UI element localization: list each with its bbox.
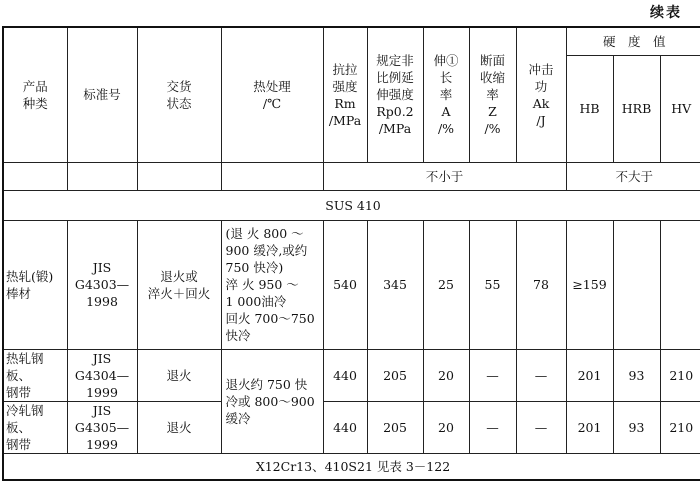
row2-hrb: 93 (613, 349, 660, 401)
footer-row: X12Cr13、410S21 见表 3－122 (3, 453, 700, 480)
row3-hv: 210 (660, 401, 700, 453)
row3-reduction: — (469, 401, 516, 453)
row2-hv: 210 (660, 349, 700, 401)
row1-impact: 78 (516, 220, 566, 349)
row2-elongation: 20 (423, 349, 469, 401)
header-hardness: 硬 度 值 (566, 27, 700, 55)
row2-reduction: — (469, 349, 516, 401)
header-hb: HB (566, 55, 613, 162)
header-yield: 规定非 比例延 伸强度 Rp0.2 /MPa (367, 27, 423, 162)
header-hv: HV (660, 55, 700, 162)
table-row (3, 401, 700, 453)
row1-product: 热轧(锻) 棒材 (3, 220, 67, 349)
table-row (3, 349, 700, 401)
table-row (3, 220, 700, 349)
header-heat-treatment: 热处理 /℃ (221, 27, 323, 162)
row1-hb: ≥159 (566, 220, 613, 349)
row3-hb: 201 (566, 401, 613, 453)
row3-product: 冷轧钢板、 钢带 (3, 401, 67, 453)
row1-reduction: 55 (469, 220, 516, 349)
row2-tensile: 440 (323, 349, 367, 401)
header-impact: 冲击 功 Ak /J (516, 27, 566, 162)
row1-hv (660, 220, 700, 349)
grade-row: SUS 410 (3, 190, 700, 220)
row1-standard: JIS G4303—1998 (67, 220, 137, 349)
row2-standard: JIS G4304—1999 (67, 349, 137, 401)
row2-delivery: 退火 (137, 349, 221, 401)
row3-yield: 205 (367, 401, 423, 453)
row1-tensile: 540 (323, 220, 367, 349)
row2-product: 热轧钢板、 钢带 (3, 349, 67, 401)
header-hrb: HRB (613, 55, 660, 162)
header-elongation: 伸① 长 率 A /% (423, 27, 469, 162)
row1-hrb (613, 220, 660, 349)
header-product: 产品 种类 (3, 27, 67, 162)
row1-delivery: 退火或 淬火＋回火 (137, 220, 221, 349)
row2-hb: 201 (566, 349, 613, 401)
row3-elongation: 20 (423, 401, 469, 453)
row3-tensile: 440 (323, 401, 367, 453)
header-standard: 标准号 (67, 27, 137, 162)
row3-impact: — (516, 401, 566, 453)
continued-label: 续表 (650, 5, 682, 21)
steel-properties-table (2, 26, 700, 481)
row2-yield: 205 (367, 349, 423, 401)
row3-standard: JIS G4305—1999 (67, 401, 137, 453)
row1-heat: (退 火 800 ～ 900 缓冷,或约 750 快冷) 淬 火 950 ～ 1 000油冷 回火 700～750 快冷 (221, 220, 323, 349)
row2-impact: — (516, 349, 566, 401)
min-label: 不小于 (323, 162, 566, 190)
row1-elongation: 25 (423, 220, 469, 349)
row3-hrb: 93 (613, 401, 660, 453)
header-tensile: 抗拉 强度 Rm /MPa (323, 27, 367, 162)
row1-yield: 345 (367, 220, 423, 349)
shared-heat: 退火约 750 快 冷或 800～900 缓冷 (221, 349, 323, 453)
max-label: 不大于 (566, 162, 700, 190)
header-delivery: 交货 状态 (137, 27, 221, 162)
row3-delivery: 退火 (137, 401, 221, 453)
header-reduction: 断面 收缩 率 Z /% (469, 27, 516, 162)
